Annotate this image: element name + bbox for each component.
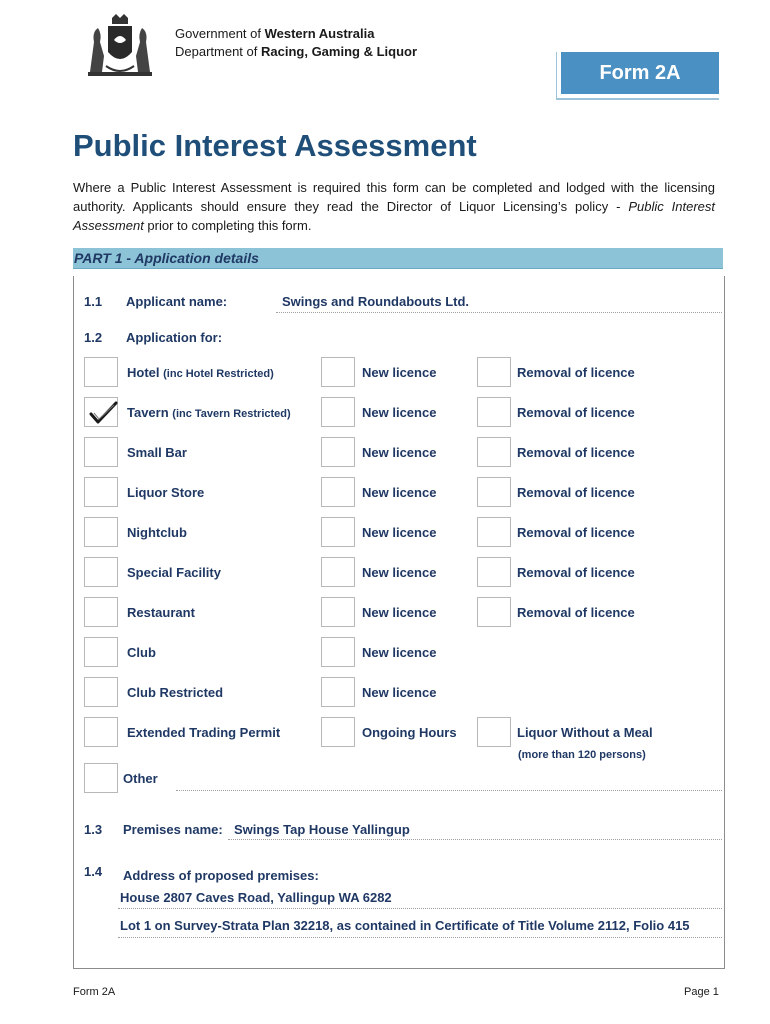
liquor-store-removal-checkbox[interactable] xyxy=(477,477,511,507)
footer-page-number: Page 1 xyxy=(684,986,719,998)
club-restricted-label: Club Restricted xyxy=(127,685,224,700)
hotel-new-licence-checkbox[interactable] xyxy=(321,357,355,387)
form-badge-label: Form 2A xyxy=(561,52,719,94)
special-facility-label: Special Facility xyxy=(127,565,221,580)
premises-name-field[interactable]: Swings Tap House Yallingup xyxy=(234,822,410,837)
nightclub-removal-checkbox[interactable] xyxy=(477,517,511,547)
other-underline[interactable] xyxy=(176,790,722,791)
address-line-2-underline xyxy=(118,937,722,938)
intro-paragraph: Where a Public Interest Assessment is required this form can be completed and lodged with the licensing authority. Applicants should ensure they read the Director of Liquor Licensing’s policy - Public Interest Assessment prior to completing this form. xyxy=(73,180,716,233)
government-line: Government of Western Australia xyxy=(175,26,375,41)
club-restricted-new-licence-checkbox[interactable] xyxy=(321,677,355,707)
club-restricted-new-licence-label: New licence xyxy=(362,685,437,700)
liquor-store-label: Liquor Store xyxy=(127,485,205,500)
q1-3-number: 1.3 xyxy=(84,822,103,837)
small-bar-checkbox[interactable] xyxy=(84,437,118,467)
tavern-label: Tavern (inc Tavern Restricted) xyxy=(127,405,291,420)
special-facility-removal-label: Removal of licence xyxy=(517,565,635,580)
department-line: Department of Racing, Gaming & Liquor xyxy=(175,44,418,59)
policy-title: Public Interest Assessment xyxy=(73,199,716,233)
liquor-store-checkbox[interactable] xyxy=(84,477,118,507)
checkmark-icon xyxy=(88,400,118,426)
etp-ongoing-hours-checkbox[interactable] xyxy=(321,717,355,747)
club-label: Club xyxy=(127,645,156,660)
liquor-store-new-licence-checkbox[interactable] xyxy=(321,477,355,507)
restaurant-new-licence-checkbox[interactable] xyxy=(321,597,355,627)
address-line-1-underline xyxy=(118,908,722,909)
q1-4-number: 1.4 xyxy=(84,864,103,879)
small-bar-removal-checkbox[interactable] xyxy=(477,437,511,467)
special-facility-new-licence-checkbox[interactable] xyxy=(321,557,355,587)
etp-ongoing-hours-label: Ongoing Hours xyxy=(362,725,457,740)
part1-heading: PART 1 - Application details xyxy=(74,250,259,266)
restaurant-new-licence-label: New licence xyxy=(362,605,437,620)
nightclub-label: Nightclub xyxy=(127,525,187,540)
small-bar-label: Small Bar xyxy=(127,445,187,460)
applicant-name-underline xyxy=(276,312,722,313)
hotel-checkbox[interactable] xyxy=(84,357,118,387)
tavern-checkbox[interactable] xyxy=(84,397,118,427)
club-restricted-checkbox[interactable] xyxy=(84,677,118,707)
premises-name-underline xyxy=(228,839,722,840)
footer-form-number: Form 2A xyxy=(73,986,116,998)
other-checkbox[interactable] xyxy=(84,763,118,793)
small-bar-new-licence-checkbox[interactable] xyxy=(321,437,355,467)
tavern-removal-checkbox[interactable] xyxy=(477,397,511,427)
q1-1-number: 1.1 xyxy=(84,294,103,309)
nightclub-new-licence-checkbox[interactable] xyxy=(321,517,355,547)
address-line-2[interactable]: Lot 1 on Survey-Strata Plan 32218, as contained in Certificate of Title Volume 2112, Folio 415 xyxy=(120,918,690,933)
nightclub-new-licence-label: New licence xyxy=(362,525,437,540)
application-for-label: Application for: xyxy=(126,330,223,345)
restaurant-removal-checkbox[interactable] xyxy=(477,597,511,627)
address-label: Address of proposed premises: xyxy=(123,868,319,883)
etp-label: Extended Trading Permit xyxy=(127,725,281,740)
liquor-store-removal-label: Removal of licence xyxy=(517,485,635,500)
hotel-label: Hotel (inc Hotel Restricted) xyxy=(127,365,274,380)
small-bar-removal-label: Removal of licence xyxy=(517,445,635,460)
hotel-removal-checkbox[interactable] xyxy=(477,357,511,387)
address-line-1[interactable]: House 2807 Caves Road, Yallingup WA 6282 xyxy=(120,890,392,905)
restaurant-checkbox[interactable] xyxy=(84,597,118,627)
etp-checkbox[interactable] xyxy=(84,717,118,747)
form-badge xyxy=(556,52,719,100)
small-bar-new-licence-label: New licence xyxy=(362,445,437,460)
hotel-new-licence-label: New licence xyxy=(362,365,437,380)
restaurant-label: Restaurant xyxy=(127,605,195,620)
premises-name-label: Premises name: xyxy=(123,822,223,837)
nightclub-removal-label: Removal of licence xyxy=(517,525,635,540)
other-label: Other xyxy=(123,771,158,786)
club-checkbox[interactable] xyxy=(84,637,118,667)
hotel-removal-label: Removal of licence xyxy=(517,365,635,380)
tavern-removal-label: Removal of licence xyxy=(517,405,635,420)
applicant-name-label: Applicant name: xyxy=(126,294,228,309)
special-facility-removal-checkbox[interactable] xyxy=(477,557,511,587)
club-new-licence-label: New licence xyxy=(362,645,437,660)
club-new-licence-checkbox[interactable] xyxy=(321,637,355,667)
q1-2-number: 1.2 xyxy=(84,330,103,345)
etp-liquor-without-meal-label: Liquor Without a Meal xyxy=(517,725,653,740)
special-facility-new-licence-label: New licence xyxy=(362,565,437,580)
page-title: Public Interest Assessment xyxy=(73,128,477,163)
restaurant-removal-label: Removal of licence xyxy=(517,605,635,620)
liquor-store-new-licence-label: New licence xyxy=(362,485,437,500)
tavern-new-licence-label: New licence xyxy=(362,405,437,420)
tavern-new-licence-checkbox[interactable] xyxy=(321,397,355,427)
etp-note: (more than 120 persons) xyxy=(518,749,646,761)
etp-liquor-without-meal-checkbox[interactable] xyxy=(477,717,511,747)
applicant-name-field[interactable]: Swings and Roundabouts Ltd. xyxy=(282,294,470,309)
special-facility-checkbox[interactable] xyxy=(84,557,118,587)
wa-government-crest-icon xyxy=(80,12,160,82)
nightclub-checkbox[interactable] xyxy=(84,517,118,547)
